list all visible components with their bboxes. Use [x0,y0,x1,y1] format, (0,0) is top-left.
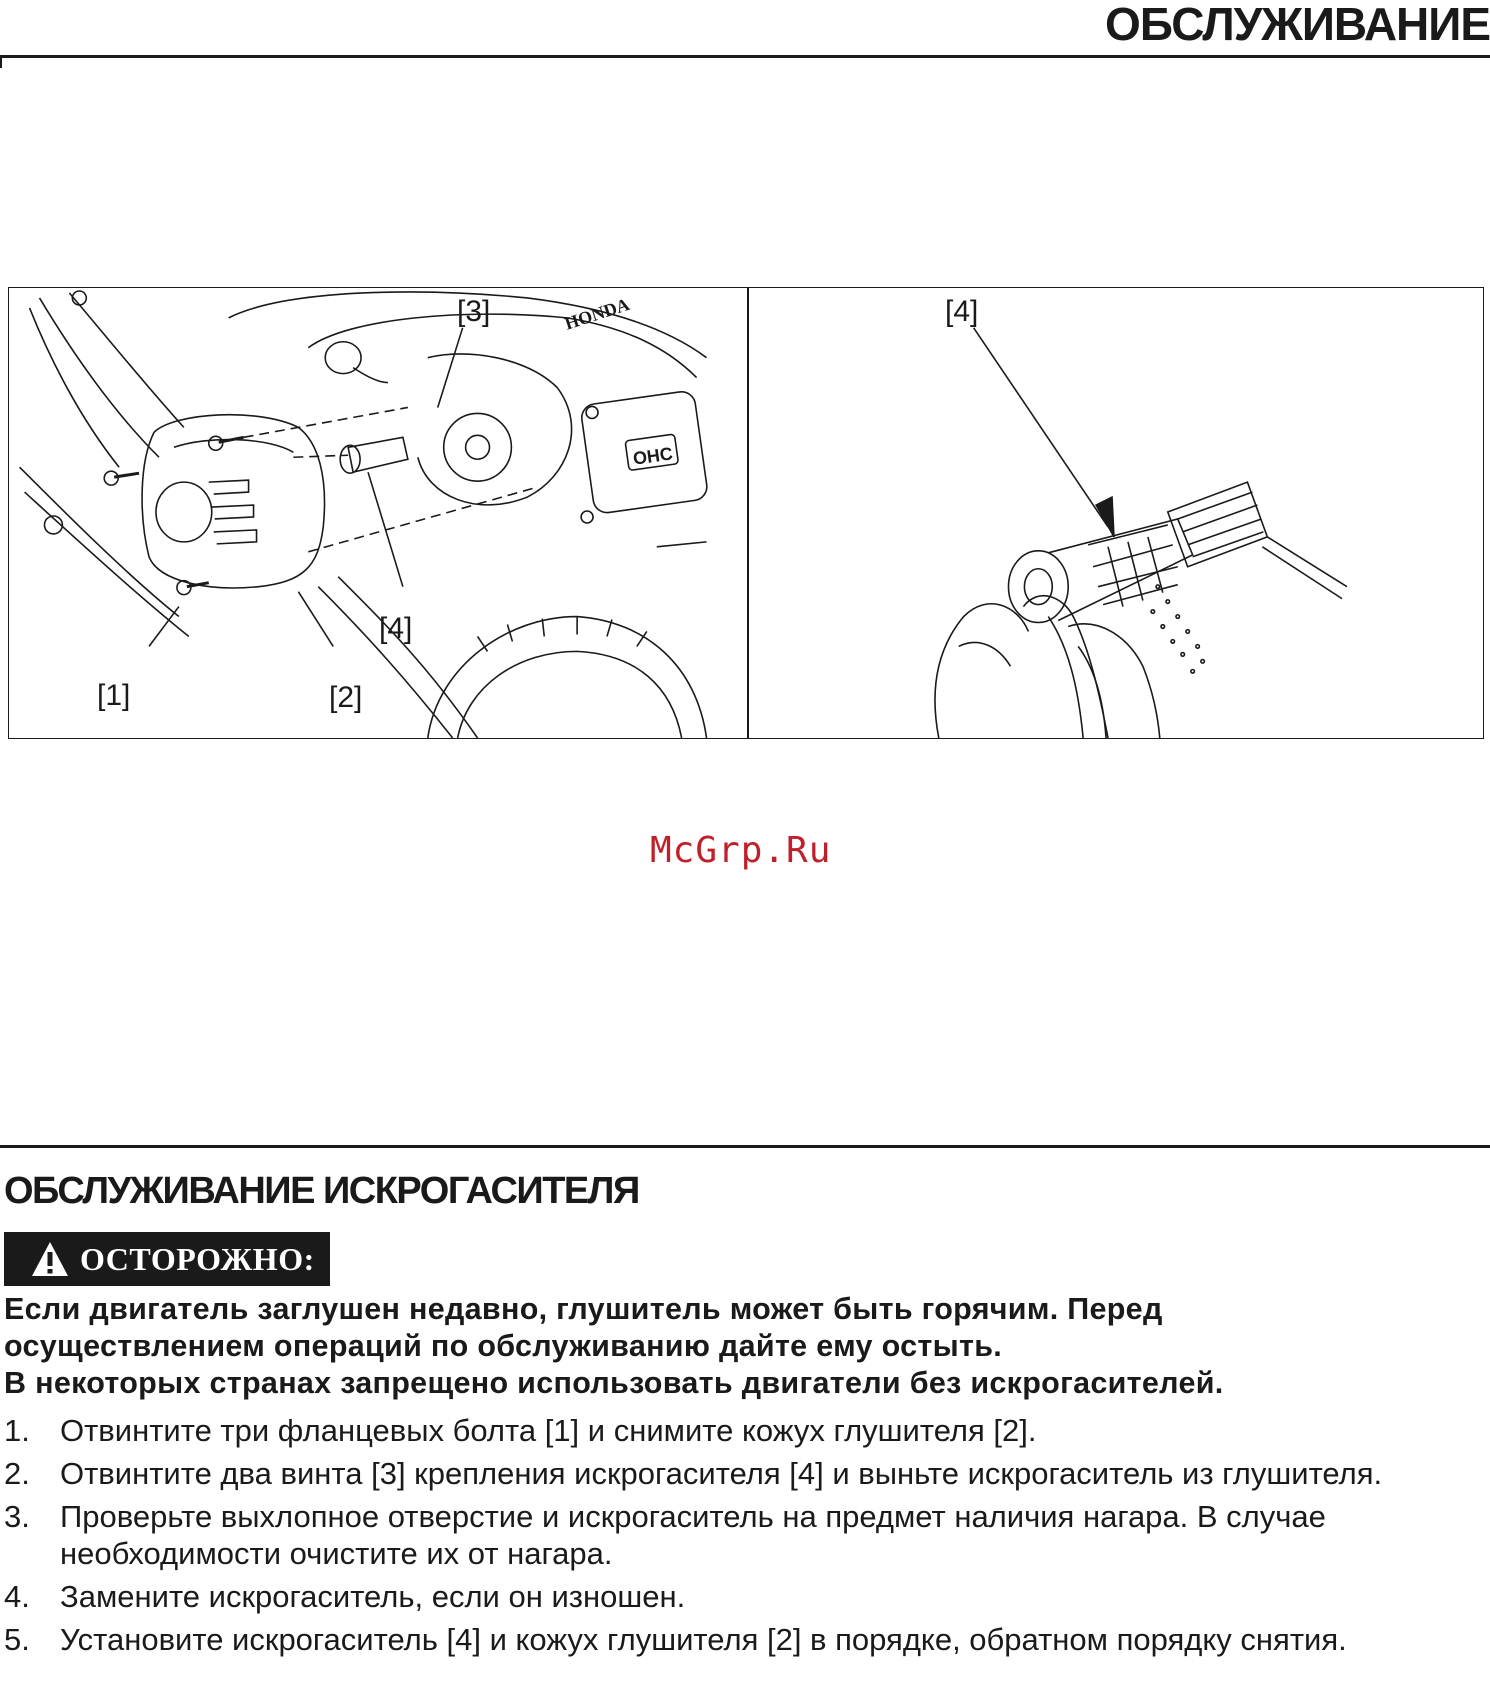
step-text: Проверьте выхлопное отверстие и искрогаситель на предмет наличия нагара. В случае необходимости очистите их от нагара. [60,1499,1326,1571]
figure-spark-arrester-cleaning [748,287,1484,739]
procedure-step [4,1578,1488,1615]
header-divider [0,55,1490,58]
spark-arrester-cleaning-illustration [749,288,1483,738]
step-text: Отвинтите три фланцевых болта [1] и снимите кожух глушителя [2]. [60,1413,1037,1448]
warning-line: В некоторых странах запрещено использовать двигатели без искрогасителей. [4,1366,1224,1400]
engine-muffler-illustration [9,288,747,738]
procedure-step [4,1455,1488,1492]
callout-1-flange-bolts: [1] [97,679,131,712]
watermark: McGrp.Ru [650,830,832,871]
warning-line: осуществлением операций по обслуживанию дайте ему остыть. [4,1329,1003,1363]
step-text: Замените искрогаситель, если он изношен. [60,1579,686,1614]
procedure-steps-list [4,1412,1488,1664]
figure-muffler-removal [8,287,748,739]
section-divider [0,1145,1490,1148]
honda-engraving: HONDA [562,293,632,334]
warning-badge [4,1232,330,1286]
step-text: Установите искрогаситель [4] и кожух глушителя [2] в порядке, обратном порядку снятия. [60,1622,1347,1657]
warning-text-block [4,1291,1484,1402]
step-number: 3. [4,1499,30,1534]
callout-4-spark-arrester: [4] [379,612,413,645]
warning-line: Если двигатель заглушен недавно, глушитель может быть горячим. Перед [4,1292,1163,1326]
page-header-title: ОБСЛУЖИВАНИЕ [1105,0,1490,50]
callout-4-spark-arrester-right: [4] [945,295,979,328]
procedure-step [4,1621,1488,1658]
callout-3-screws: [3] [457,295,491,328]
section-title: ОБСЛУЖИВАНИЕ ИСКРОГАСИТЕЛЯ [4,1170,639,1212]
step-number: 1. [4,1413,30,1448]
callout-2-muffler-protector: [2] [329,681,363,714]
step-text: Отвинтите два винта [3] крепления искрогасителя [4] и выньте искрогаситель из глушителя. [60,1456,1383,1491]
header-divider-tick [0,58,2,68]
warning-label: ОСТОРОЖНО: [80,1240,315,1277]
procedure-step [4,1498,1488,1572]
step-number: 2. [4,1456,30,1491]
procedure-step [4,1412,1488,1449]
step-number: 4. [4,1579,30,1614]
ohc-engraving: OHC [631,443,674,469]
warning-triangle-icon [30,1239,70,1279]
step-number: 5. [4,1622,30,1657]
